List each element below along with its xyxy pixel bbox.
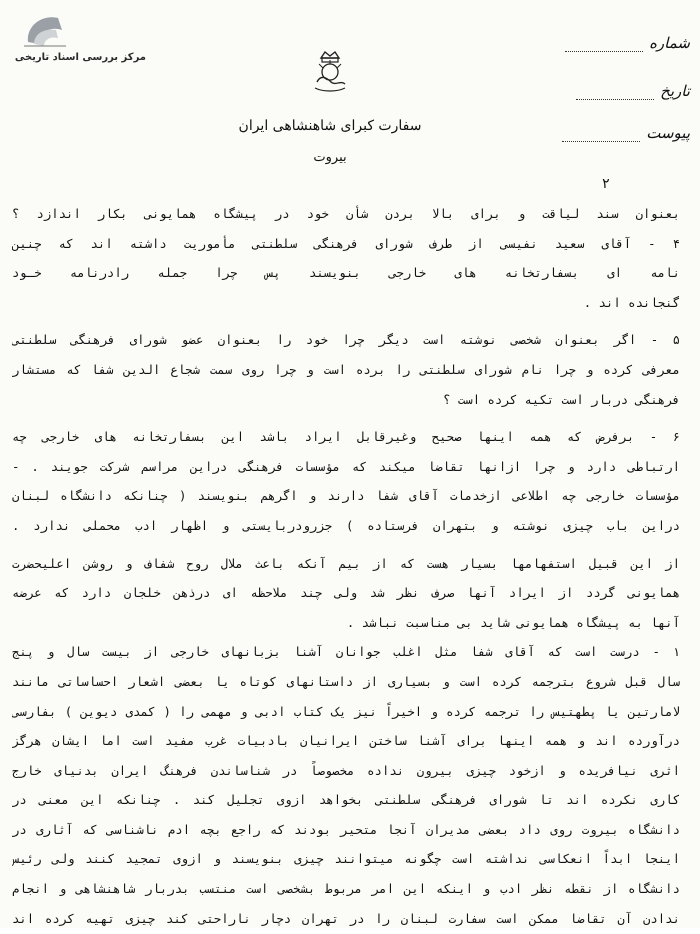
body-line: همایونی گردد از ایراد آنها صرف نظر شد ولی چند ملاحظه ای درذهن خلجان دارد که عرضه: [12, 586, 680, 601]
body-line: سال قبل شروع بترجمه کرده است و بسیاری از داستانهای کوتاه یا بعضی اشعار احساساتی مانند: [12, 674, 680, 689]
letter-body: [12, 200, 680, 934]
body-line: فرهنگی دربار است تکیه کرده است ؟: [443, 392, 680, 407]
body-line: آنها به پیشگاه همایونی شاید بی مناسبت نباشد .: [346, 615, 680, 630]
embassy-name: سفارت کبرای شاهنشاهی ایران: [238, 118, 422, 134]
body-line: کاری نکرده اند تا شورای فرهنگی سلطنتی بخواهد ازوی تجلیل کند . چنانکه این معنی در: [12, 793, 680, 808]
body-line: معرفی کرده و چرا نام شورای سلطنتی را برده است و چرا روی سمت شجاع الدین شفا که مستشار: [12, 362, 680, 377]
body-line: لامارتین یا پطهتیس را ترجمه کرده و اخیراً نیز یک کتاب ادبی و مهمی را ( کمدی دیوین ) بفارسی: [12, 704, 680, 719]
attachment-blank: [562, 129, 640, 142]
number-field: [565, 34, 690, 52]
body-line: اثری نیافریده و ازخود چیزی بیرون نداده مخصوصاً در شناساندن فرهنگ ایران بدنیای خارج: [12, 763, 680, 778]
number-label: شماره: [649, 34, 690, 52]
page-number: ۲: [601, 176, 610, 192]
date-blank: [576, 87, 654, 100]
body-line: دراین باب چیزی نوشته و بتهران فرستاده ) جزرودربایستی و اظهار ادب محملی ندارد .: [12, 518, 680, 533]
attachment-field: [562, 124, 690, 142]
archive-center-logo-icon: [18, 8, 72, 54]
body-line: اینجا ابداً انعکاسی نداشته است چگونه میتوانند چیزی بنویسند و ازوی تمجید کنند ولی رئیس: [12, 852, 680, 867]
body-line: ۴ - آقای سعید نفیسی از طرف شورای فرهنگی سلطنتی مأموریت داشته اند که چنین: [12, 236, 680, 251]
watermark-label: مرکز بررسی اسناد تاریخی: [14, 52, 146, 63]
body-line: نامه ای بسفارتخانه های خارجی بنویسند پس چرا جمله رادرنامه خـود: [12, 266, 680, 281]
body-line: ۱ - درست است که آقای شفا مثل اغلب جوانان آشنا بزبانهای خارجی از بیست سال و پنج: [12, 645, 680, 660]
body-line: ارتباطی دارد و چرا ازانها تقاضا میکند که مؤسسات فرهنگی دراین مراسم شرکت جویند . -: [12, 459, 680, 474]
body-line: دانشگاه بیروت روی داد بعضی مدیران آنجا متحیر بودند که راجع بچه ادم ناشناسی که آثاری در: [12, 822, 680, 837]
body-line: مؤسسات خارجی چه اطلاعی ازخدمات آقای شفا دارند و اگرهم بنویسند ( چنانکه دانشگاه لبنان: [12, 489, 680, 504]
body-line: دانشگاه از نقطه نظر ادب و اینکه این امر مربوط بشخصی است منتسب بدربار شاهنشاهی و انجام: [12, 882, 680, 897]
lion-and-sun-crown-emblem-icon: [307, 48, 353, 94]
body-line: ندادن آن تقاضا ممکن است سفارت لبنان را در تهران دچار ناراحتی کند چیزی تهیه کرده اند: [12, 911, 680, 926]
body-line: ۵ - اگر بعنوان شخصی نوشته است دیگر چرا خود را بعنوان عضو شورای فرهنگی سلطنتی: [12, 333, 680, 348]
body-line: درآورده اند و همه اینها برای آشنا ساختن ایرانیان بادبیات غرب مفید است اما ایشان هرگز: [12, 734, 680, 749]
body-line: گنجانده اند .: [583, 295, 680, 310]
embassy-city: بیروت: [313, 150, 347, 165]
body-line: از این قبیل استفهامها بسیار هست که از بیم آنکه باعث ملال روح شفاف و روشن اعلیحضرت: [12, 556, 680, 571]
number-blank: [565, 39, 643, 52]
body-line: بعنوان سند لیاقت و برای بالا بردن شأن خود در پیشگاه همایونی بکار اندازد ؟: [12, 207, 680, 221]
body-line: ۶ - برفرض که همه اینها صحیح وغیرقابل ایراد باشد این بسفارتخانه های خارجی چه: [12, 430, 680, 445]
attachment-label: پیوست: [646, 124, 690, 142]
date-field: [576, 82, 690, 100]
date-label: تاریخ: [660, 82, 690, 100]
